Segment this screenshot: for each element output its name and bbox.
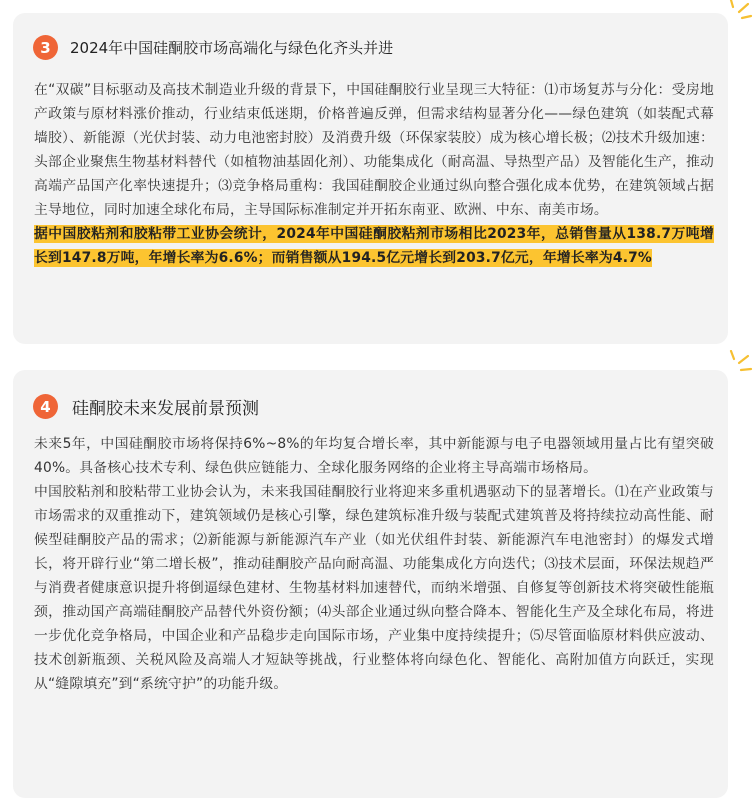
- sparkle-icon-right: [724, 350, 753, 380]
- sparkle-icon-top: [728, 0, 753, 24]
- section-title: 硅酮胶未来发展前景预测: [72, 399, 259, 419]
- section-header: [33, 35, 393, 60]
- section-number-badge: 3: [33, 35, 58, 60]
- body-paragraph: 未来5年，中国硅酮胶市场将保持6%~8%的年均复合增长率，其中新能源与电子电器领域用量占比有望突破40%。具备核心技术专利、绿色供应链能力、全球化服务网络的企业将主导高端市场格局。: [34, 436, 714, 476]
- section-body: [34, 78, 714, 270]
- section-header: [33, 394, 259, 419]
- section-card-3: [13, 13, 728, 344]
- section-title: 2024年中国硅酮胶市场高端化与绿色化齐头并进: [70, 39, 394, 57]
- body-paragraph: 中国胶粘剂和胶粘带工业协会认为，未来我国硅酮胶行业将迎来多重机遇驱动下的显著增长。⑴在产业政策与市场需求的双重推动下，建筑领域仍是核心引擎，绿色建筑标准升级与装配式建筑普及将持续拉动高性能、耐候型硅酮胶产品的需求；⑵新能源与新能源汽车产业（如光伏组件封装、新能源汽车电池密封）的爆发式增长，将开辟行业“第二增长极”，推动硅酮胶产品向耐高温、功能集成化方向迭代；⑶技术层面，环保法规趋严与消费者健康意识提升将倒逼绿色建材、生物基材料加速替代，而纳米增强、自修复等创新技术将突破性能瓶颈，推动国产高端硅酮胶产品替代外资份额；⑷头部企业通过纵向整合降本、智能化生产及全球化布局，将进一步优化竞争格局，中国企业和产品稳步走向国际市场，产业集中度持续提升；⑸尽管面临原材料供应波动、技术创新瓶颈、关税风险及高端人才短缺等挑战，行业整体将向绿色化、智能化、高附加值方向跃迁，实现从“缝隙填充”到“系统守护”的功能升级。: [34, 484, 714, 692]
- section-card-4: [13, 370, 728, 798]
- highlighted-statistics: 据中国胶粘剂和胶粘带工业协会统计，2024年中国硅酮胶粘剂市场相比2023年，总销售量从138.7万吨增长到147.8万吨，年增长率为6.6%；而销售额从194.5亿元增长到203.7亿元，年增长率为4.7%: [34, 226, 714, 266]
- body-paragraph: 在“双碳”目标驱动及高技术制造业升级的背景下，中国硅酮胶行业呈现三大特征：⑴市场复苏与分化：受房地产政策与原材料涨价推动，行业结束低迷期，价格普遍反弹，但需求结构显著分化——绿色建筑（如装配式幕墙胶）、新能源（光伏封装、动力电池密封胶）及消费升级（环保家装胶）成为核心增长极；⑵技术升级加速：头部企业聚焦生物基材料替代（如植物油基固化剂）、功能集成化（耐高温、导热型产品）及智能化生产，推动高端产品国产化率快速提升；⑶竞争格局重构：我国硅酮胶企业通过纵向整合强化成本优势，在建筑领域占据主导地位，同时加速全球化布局，主导国际标准制定并开拓东南亚、欧洲、中东、南美市场。: [34, 82, 714, 218]
- section-number-badge: 4: [33, 394, 58, 419]
- section-body: [34, 432, 714, 696]
